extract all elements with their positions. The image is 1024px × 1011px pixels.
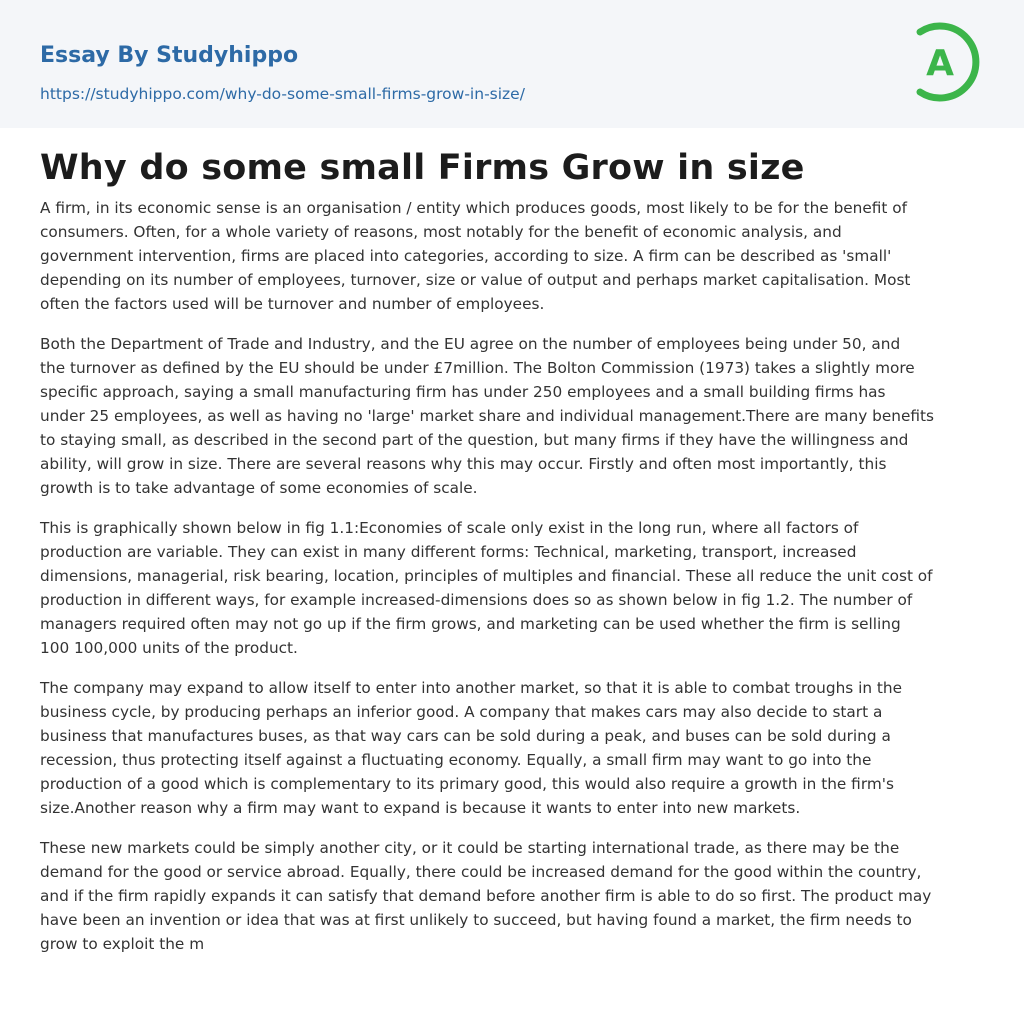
- site-header: [0, 0, 1024, 128]
- site-brand[interactable]: Essay By Studyhippo: [40, 43, 299, 68]
- article-paragraph-2: Both the Department of Trade and Industry, and the EU agree on the number of employees being under 50, and the turnover as defined by the EU should be under £7million. The Bolton Commission (1973) takes a slightly more specific approach, saying a small manufacturing firm has under 250 employees and a small building firms has under 25 employees, as well as having no 'large' market share and individual management.There are many benefits to staying small, as described in the second part of the question, but many firms if they have the willingness and ability, will grow in size. There are several reasons why this may occur. Firstly and often most importantly, this growth is to take advantage of some economies of scale.: [40, 335, 934, 497]
- article-paragraph-1: A firm, in its economic sense is an organisation / entity which produces goods, most likely to be for the benefit of consumers. Often, for a whole variety of reasons, most notably for the benefit of economic analysis, and government intervention, firms are placed into categories, according to size. A firm can be described as 'small' depending on its number of employees, turnover, size or value of output and perhaps market capitalisation. Most often the factors used will be turnover and number of employees.: [40, 199, 911, 313]
- article: [40, 140, 984, 972]
- page-title: Why do some small Firms Grow in size: [40, 148, 805, 188]
- logo-letter: A: [926, 43, 954, 84]
- article-paragraph-5: These new markets could be simply another city, or it could be starting international trade, as there may be the demand for the good or service abroad. Equally, there could be increased demand for the good within the country, and if the firm rapidly expands it can satisfy that demand before another firm is able to do so first. The product may have been an invention or idea that was at first unlikely to succeed, but having found a market, the firm needs to grow to exploit the m: [40, 839, 932, 953]
- article-paragraph-4: The company may expand to allow itself to enter into another market, so that it is able to combat troughs in the business cycle, by producing perhaps an inferior good. A company that makes cars may also decide to start a business that manufactures buses, as that way cars can be sold during a peak, and buses can be sold during a recession, thus protecting itself against a fluctuating economy. Equally, a small firm may want to go into the production of a good which is complementary to its primary good, this would also require a growth in the firm's size.Another reason why a firm may want to expand is because it wants to enter into new markets.: [40, 679, 903, 817]
- article-paragraph-3: This is graphically shown below in fig 1.1:Economies of scale only exist in the long run, where all factors of production are variable. They can exist in many different forms: Technical, marketing, transport, increased dimensions, managerial, risk bearing, location, principles of multiples and financial. These all reduce the unit cost of production in different ways, for example increased-dimensions does so as shown below in fig 1.2. The number of managers required often may not go up if the firm grows, and marketing can be used whether the firm is selling 100 100,000 units of the product.: [40, 519, 933, 657]
- studyhippo-logo-icon[interactable]: [912, 18, 988, 106]
- source-url-link[interactable]: https://studyhippo.com/why-do-some-small-firms-grow-in-size/: [40, 85, 525, 103]
